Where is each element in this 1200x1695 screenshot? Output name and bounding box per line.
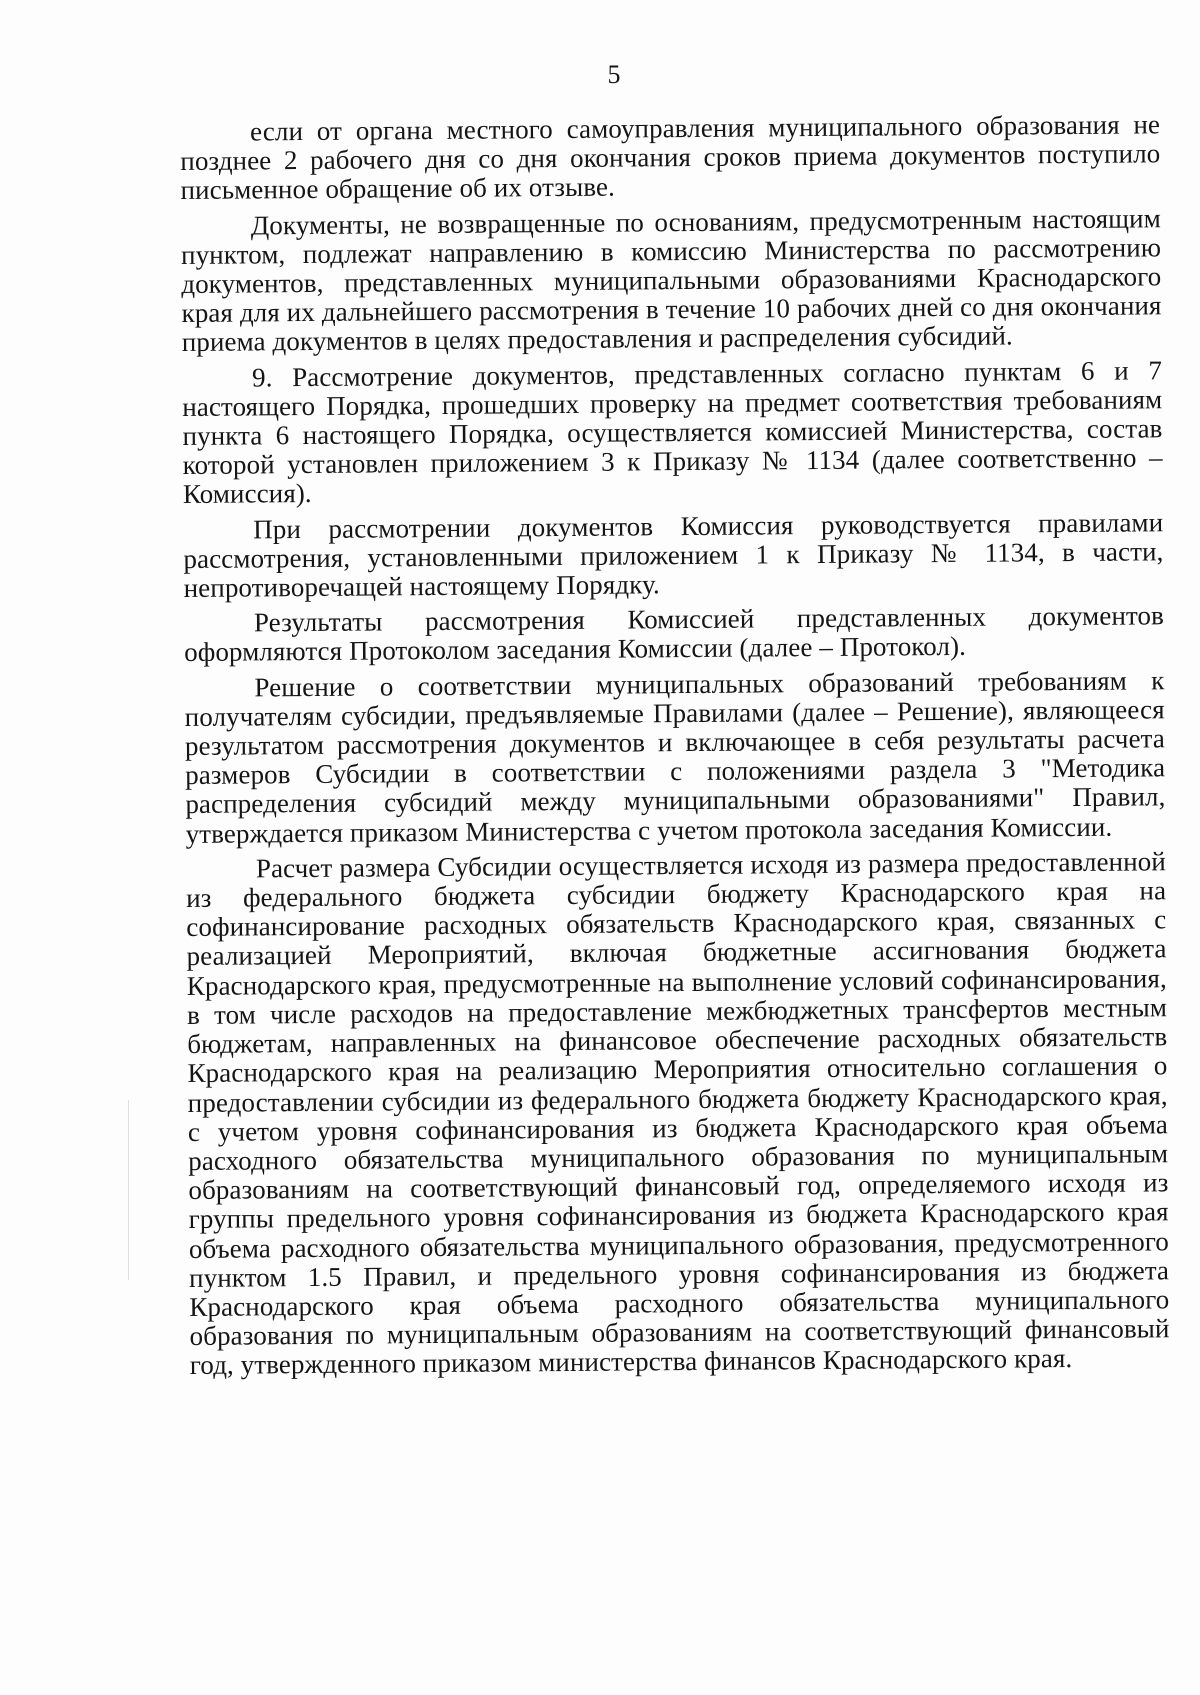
page-number: 5 [607, 60, 621, 89]
paragraph-documents-not-returned: Документы, не возвращенные по основаниям, предусмотренным настоящим пунктом, подлежат направлению в комиссию Министерства по рассмотрению документов, представленных муниципальными образованиями Краснодарского края для их дальнейшего рассмотрения в течение 10 рабочих дней со дня окончания приема документов в целях предоставления и распределения субсидий. [180, 202, 1162, 358]
paragraph-decision: Решение о соответствии муниципальных образований требованиям к получателям субсидии, предъявляемые Правилами (далее – Решение), являющееся результатом рассмотрения документов и включающее в себя результаты расчета размеров Субсидии в соответствии с положениями раздела 3 "Методика распределения субсидий между муниципальными образованиями" Правил, утверждается приказом Министерства с учетом протокола заседания Комиссии. [184, 664, 1166, 849]
paragraph-commission-rules: При рассмотрении документов Комиссия руководствуется правилами рассмотрения, установленными приложением 1 к Приказу № 1134, в части, непротиворечащей настоящему Порядку. [183, 506, 1164, 604]
paragraph-commission-results: Результаты рассмотрения Комиссией представленных документов оформляются Протоколом заседания Комиссии (далее – Протокол). [184, 600, 1165, 668]
paragraph-clause-9: 9. Рассмотрение документов, представленных согласно пунктам 6 и 7 настоящего Порядка, прошедших проверку на предмет соответствия требованиям пункта 6 настоящего Порядка, осуществляется комиссией Министерства, состав которой установлен приложением 3 к Приказу № 1134 (далее соответственно – Комиссия). [182, 354, 1163, 510]
paragraph-document-withdrawal: если от органа местного самоуправления муниципального образования не позднее 2 рабочего дня со дня окончания сроков приема документов поступило письменное обращение об их отзыве. [180, 109, 1161, 206]
paragraph-subsidy-calculation: Расчет размера Субсидии осуществляется исходя из размера предоставленной из федерального бюджета субсидии бюджету Краснодарского края на софинансирование расходных обязательств Краснодарского края, связанных с реализацией Мероприятий, включая бюджетные ассигнования бюджета Краснодарского края, предусмотренные на выполнение условий софинансирования, в том числе расходов на предоставление межбюджетных трансфертов местным бюджетам, направленных на финансовое обеспечение расходных обязательств Краснодарского края на реализацию Мероприятия относительно соглашения о предоставлении субсидии из федерального бюджета бюджету Краснодарского края, с учетом уровня софинансирования из бюджета Краснодарского края объема расходного обязательства муниципального образования по муниципальным образованиям на соответствующий финансовый год, определяемого исходя из группы предельного уровня софинансирования из бюджета Краснодарского края объема расходного обязательства муниципального образования, предусмотренного пунктом 1.5 Правил, и предельного уровня софинансирования из бюджета Краснодарского края объема расходного обязательства муниципального образования по муниципальным образованиям на соответствующий финансовый год, утвержденного приказом министерства финансов Краснодарского края. [186, 846, 1170, 1381]
document-body [180, 110, 1170, 1386]
scan-artifact-line [128, 1100, 129, 1280]
